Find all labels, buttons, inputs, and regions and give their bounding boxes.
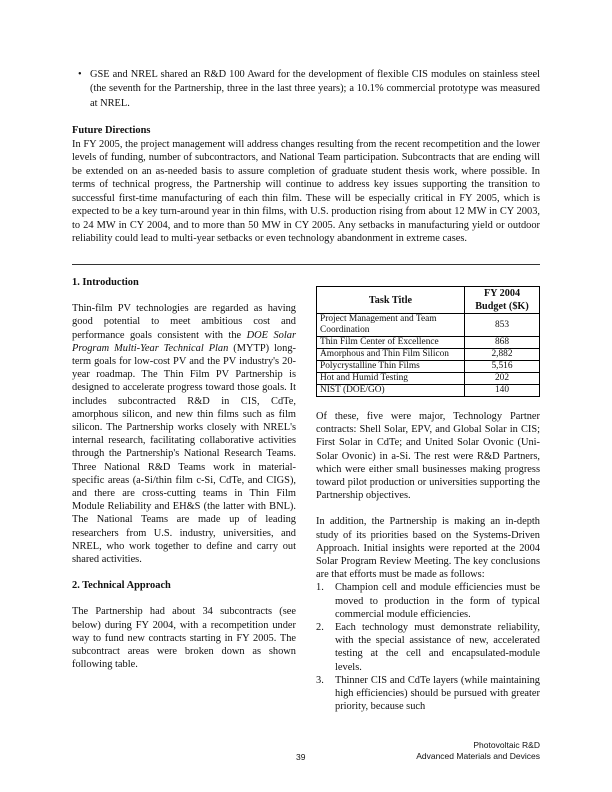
list-item-number: 2. xyxy=(316,622,324,634)
future-directions-section xyxy=(72,124,540,246)
task-cell: NIST (DOE/GO) xyxy=(317,385,465,397)
budget-table-header-row xyxy=(317,287,540,314)
budget-header-line1: FY 2004 xyxy=(483,288,521,299)
list-item-text: Thinner CIS and CdTe layers (while maintaining high efficiencies) should be pursued with greater priority, because such xyxy=(335,674,540,713)
list-item xyxy=(316,621,540,674)
technical-approach-heading: 2. Technical Approach xyxy=(72,580,171,592)
budget-cell: 5,516 xyxy=(465,361,540,373)
left-column xyxy=(72,276,296,671)
introduction-text-b: (MYTP) long-term goals for low-cost PV and the PV industry's 20-year roadmap. The Thin Film PV Partnership is designed to accelerate progress toward those goals. It includes subcontracted R&D in CIS, CdTe, amorphous silicon, and new thin films such as film silicon. The Partnership works closely with NREL's internal research, facilitating collaborative activities through the Partnership's National Research Teams. Three National R&D Teams work in material-specific areas (a-Si/thin film c-Si, CdTe, and CIGS), and there are cross-cutting teams in Thin Film Module Reliability and EH&S (the latter with BNL). The National Teams are made up of leading researchers from U.S. industry, universities, and NREL, who work together to define and carry out shared activities. xyxy=(72,342,296,566)
partners-paragraph: Of these, five were major, Technology Partner contracts: Shell Solar, EPV, and Global Solar in CIS; First Solar in CdTe; and United Solar Ovonic (Uni-Solar Ovonic) in a-Si. The rest were R&D Partners, which were either small businesses making progress toward pilot production or universities supporting the Partnership objectives. xyxy=(316,411,540,502)
task-cell: Polycrystalline Thin Films xyxy=(317,361,465,373)
footer-line-2: Advanced Materials and Devices xyxy=(416,751,540,761)
table-row xyxy=(317,314,540,337)
table-row xyxy=(317,385,540,397)
conclusions-list xyxy=(316,581,540,713)
task-cell: Hot and Humid Testing xyxy=(317,373,465,385)
budget-cell: 140 xyxy=(465,385,540,397)
list-item xyxy=(316,581,540,621)
future-directions-body: In FY 2005, the project management will address changes resulting from the recent recompetition and the lower levels of funding, number of subcontractors, and National Team participation. Subcontracts that are ending will be extended on an as-needed basis to assure completion of graduate student thesis work, where possible. In terms of technical progress, the Partnership will continue to address key issues supporting the transition to successful first-time manufacturing of each thin film. These will be especially critical in FY 2005, which is expected to be a key turn-around year in thin films, with U.S. production rising from about 12 MW in CY 2003, to 24 MW in CY 2004, and to more than 50 MW in CY 2005. Any setbacks in manufacturing yield or outdoor reliability could lead to multi-year setbacks or even technology abandonment in extreme cases. xyxy=(72,138,540,244)
budget-cell: 868 xyxy=(465,337,540,349)
list-item-number: 3. xyxy=(316,674,324,686)
right-column xyxy=(316,286,540,713)
mytp-title: DOE Solar Program Multi-Year Technical Plan xyxy=(72,329,296,354)
budget-cell: 202 xyxy=(465,373,540,385)
award-bullet-text: GSE and NREL shared an R&D 100 Award for the development of flexible CIS modules on stainless steel (the seventh for the Partnership, three in the last three years); a 10.1% commercial prototype was measured at NREL. xyxy=(90,69,540,109)
award-bullet xyxy=(78,68,540,111)
budget-cell: 853 xyxy=(465,314,540,337)
list-item-text: Champion cell and module efficiencies must be moved to production in the form of typical commercial module efficiencies. xyxy=(335,582,540,620)
budget-cell: 2,882 xyxy=(465,349,540,361)
task-cell: Thin Film Center of Excellence xyxy=(317,337,465,349)
technical-approach-body: The Partnership had about 34 subcontracts (see below) during FY 2004, with a recompetition under way to fund new contracts starting in FY 2005. The subcontract areas were broken down as shown following table. xyxy=(72,606,296,671)
table-row xyxy=(317,361,540,373)
table-row xyxy=(317,349,540,361)
task-title-header: Task Title xyxy=(317,287,465,314)
running-footer xyxy=(416,740,540,762)
task-cell: Amorphous and Thin Film Silicon xyxy=(317,349,465,361)
budget-table xyxy=(316,286,540,397)
table-row xyxy=(317,337,540,349)
list-item-number: 1. xyxy=(316,582,324,594)
study-paragraph: In addition, the Partnership is making an in-depth study of its priorities based on the Systems-Driven Approach. Initial insights were reported at the 2004 Solar Program Review Meeting. The key conclusions are that efforts must be made as follows: xyxy=(316,516,540,581)
introduction-heading: 1. Introduction xyxy=(72,277,139,288)
table-row xyxy=(317,373,540,385)
introduction-body xyxy=(72,302,296,566)
future-directions-heading: Future Directions xyxy=(72,125,151,136)
footer-line-1: Photovoltaic R&D xyxy=(473,740,540,750)
budget-header-line2: Budget ($K) xyxy=(475,301,529,312)
list-item-text: Each technology must demonstrate reliability, with the special assistance of new, accelerated testing at the cell and encapsulated-module levels. xyxy=(335,622,540,673)
list-item xyxy=(316,674,540,714)
bullet-dot-icon: • xyxy=(78,69,82,80)
task-cell: Project Management and Team Coordination xyxy=(317,314,465,337)
introduction-text-a: Thin-film PV technologies are regarded as having good potential to meet ambitious cost and performance goals consistent with the xyxy=(72,303,296,341)
section-divider xyxy=(72,264,540,265)
page-number: 39 xyxy=(296,752,306,762)
budget-header xyxy=(465,287,540,314)
